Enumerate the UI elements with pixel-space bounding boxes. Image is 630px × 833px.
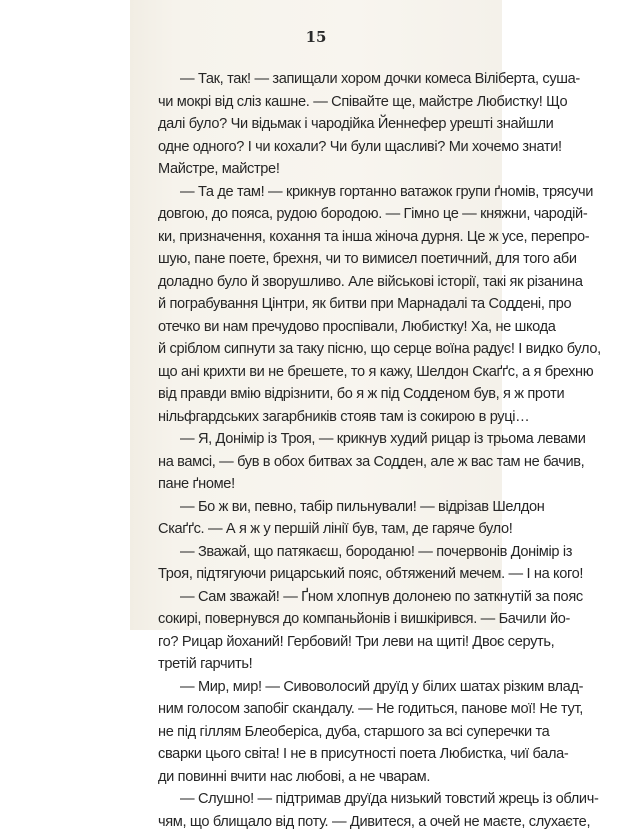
page-body-text (158, 68, 490, 833)
text-line: ди повинні вчити нас любові, а не чварам. (158, 766, 490, 789)
text-line: сварки цього світа! І не в присутності поета Любистка, чиї бала- (158, 743, 490, 766)
text-line: пане ґноме! (158, 473, 490, 496)
text-line: чям, що блищало від поту. — Дивитеся, а очей не маєте, слухаєте, (158, 811, 490, 833)
text-line: Майстре, майстре! (158, 158, 490, 181)
text-line: Троя, підтягуючи рицарський пояс, обтяжений мечем. — І на кого! (158, 563, 490, 586)
text-line: — Та де там! — крикнув гортанно ватажок групи ґномів, трясучи (158, 181, 490, 204)
text-line: — Бо ж ви, певно, табір пильнували! — відрізав Шелдон (158, 496, 490, 519)
text-line: сокирі, повернувся до компаньйонів і вишкірився. — Бачили йо- (158, 608, 490, 631)
text-line: від правди вмію відрізнити, бо я ж під Содденом був, я ж проти (158, 383, 490, 406)
text-line: й пограбування Цінтри, як битви при Марнадалі та Содденi, про (158, 293, 490, 316)
page-number: 15 (130, 28, 502, 46)
text-line: — Я, Донімір із Троя, — крикнув худий рицар із трьома левами (158, 428, 490, 451)
text-line: шую, пане поете, брехня, чи то вимисел поетичний, для того аби (158, 248, 490, 271)
text-line: — Слушно! — підтримав друїда низький товстий жрець із облич- (158, 788, 490, 811)
text-line: Скаґґс. — А я ж у першій лінії був, там, де гаряче було! (158, 518, 490, 541)
text-line: одне одного? І чи кохали? Чи були щасливі? Ми хочемо знати! (158, 136, 490, 159)
text-line: ки, призначення, кохання та інша жіноча дурня. Це ж усе, перепро- (158, 226, 490, 249)
text-line: що ані крихти ви не брешете, то я кажу, Шелдон Скаґґс, а я брехню (158, 361, 490, 384)
text-line: — Зважай, що патякаєш, бороданю! — почервонів Донімір із (158, 541, 490, 564)
text-line: доладно було й зворушливо. Але військові історії, такі як різанина (158, 271, 490, 294)
book-page (130, 0, 502, 630)
text-line: отечко ви нам пречудово проспівали, Любистку! Ха, не шкода (158, 316, 490, 339)
text-line: й сріблом сипнути за таку пісню, що серце воїна радує! І видко було, (158, 338, 490, 361)
text-line: чи мокрі від сліз кашне. — Співайте ще, майстре Любистку! Що (158, 91, 490, 114)
text-line: ним голосом запобіг скандалу. — Не годиться, панове мої! Не тут, (158, 698, 490, 721)
text-line: не під гіллям Блеоберіса, дуба, старшого за всі суперечки та (158, 721, 490, 744)
text-line: го? Рицар йоханий! Гербовий! Три леви на щиті! Двоє серуть, (158, 631, 490, 654)
text-line: — Сам зважай! — Ґном хлопнув долонею по заткнутій за пояс (158, 586, 490, 609)
text-line: нільфгардських загарбників стояв там із сокирою в руці… (158, 406, 490, 429)
text-line: довгою, до пояса, рудою бородою. — Гімно це — княжни, чародій- (158, 203, 490, 226)
text-line: далі було? Чи відьмак і чародійка Йеннефер урешті знайшли (158, 113, 490, 136)
text-line: третій гарчить! (158, 653, 490, 676)
text-line: — Мир, мир! — Сивоволосий друїд у білих шатах різким влад- (158, 676, 490, 699)
text-line: — Так, так! — запищали хором дочки комеса Віліберта, суша- (158, 68, 490, 91)
text-line: на вамсі, — був в обох битвах за Содден, але ж вас там не бачив, (158, 451, 490, 474)
